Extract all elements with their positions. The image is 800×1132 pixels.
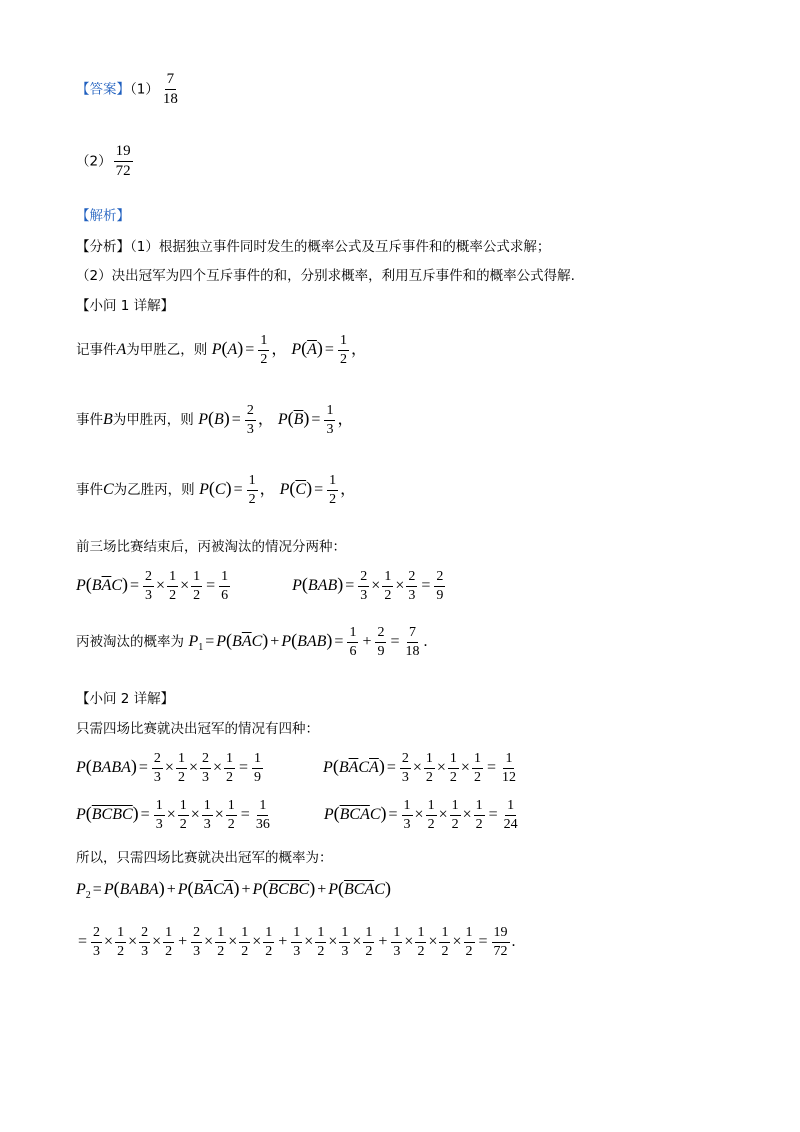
answer-line-2 [76,144,135,179]
q1-case-formulas [76,570,447,603]
fenxi-text-1: （1）根据独立事件同时发生的概率公式及互斥事件和的概率公式求解； [130,239,551,255]
answer-part2-label: （2） [76,153,112,170]
case-baba-formula: P(BABA) = $\frac{2}{3}$ × $\frac{1}{2}$ × $\frac{2}{3}$ × $\frac{1}{2}$ = $\frac{1}{9}$ [76,751,262,785]
q2-cases-text: 只需四场比赛就决出冠军的情况有四种： [76,721,319,737]
case-bac-formula: $P(B\overline{A}C)$ = $\frac{2}{3}$ × $\frac{1}{2}$ × $\frac{1}{2}$ = $\frac{1}{6}$ [76,569,229,603]
answer-part1-label: （1） [130,81,159,98]
fenxi-line-2: （2）决出冠军为四个互斥事件的和，分别求概率，利用互斥事件和的概率公式得解. [76,268,575,284]
q2-cases-row-2 [76,799,522,832]
answer-tag: 【答案】 [76,81,130,98]
event-a-line: 记事件A为甲胜乙，则 P(A) = $\frac{1}{2}$ ， $P(\overline{A})$ = $\frac{1}{2}$ ， [76,333,367,367]
event-b-line: 事件B为甲胜丙，则 P(B) = $\frac{2}{3}$ ， $P(\overline{B})$ = $\frac{1}{3}$ ， [76,403,354,437]
prob-c-formula: P(C) = $\frac{1}{2}$ ， $P(\overline{C})$ = $\frac{1}{2}$ ， [199,473,357,507]
answer-part2-fraction: $\frac{19}{72}$ [115,143,131,179]
p2-calculation: = $\frac{2}{3}$ × $\frac{1}{2}$ × $\frac{2}{3}$ × $\frac{1}{2}$ + $\frac{2}{3}$ × $\frac{1}{2}$ × $\frac{1}{2}$ × $\frac{1}{2}$ + $\frac{1}{3}$ × $\frac{1}{2}$ × $\frac{1}{3}$ × $\frac{1}{2}$ + $\frac{1}{3}$ × $\frac{1}{2}$ × $\frac{1}{2}$ × $\frac{1}{2}$ = $\frac{19}{72}$ . [78,925,516,959]
answer-part1-fraction: $\frac{7}{18}$ [162,71,178,107]
q2-heading: 【小问 2 详解】 [76,691,175,707]
q2-cases-row-1 [76,752,520,785]
case-bcbc-formula: P(BCBC) = $\frac{1}{3}$ × $\frac{1}{2}$ × $\frac{1}{3}$ × $\frac{1}{2}$ = $\frac{1}{36}$ [76,798,270,832]
event-c-line: 事件C为乙胜丙，则 P(C) = $\frac{1}{2}$ ， $P(\overline{C})$ = $\frac{1}{2}$ ， [76,473,357,507]
q1-cases-text: 前三场比赛结束后，丙被淘汰的情况分两种： [76,539,346,555]
case-bacaa-formula: $P(B\overline{A}C\overline{A})$ = $\frac{2}{3}$ × $\frac{1}{2}$ × $\frac{1}{2}$ × $\frac{1}{2}$ = $\frac{1}{12}$ [323,751,516,785]
p2-expression: $P_2$ = P(BABA) + $P(B\overline{A}C\overline{A})$ + P(BCBC) + $P(\overline{BC}\overline{A}C)$ [76,878,391,901]
fenxi-tag: 【分析】 [76,239,130,255]
answer-line-1 [76,72,182,107]
analysis-tag: 【解析】 [76,208,130,224]
case-bcac-formula: $P(\overline{BC}\overline{A}C)$ = $\frac{1}{3}$ × $\frac{1}{2}$ × $\frac{1}{2}$ × $\frac{1}{2}$ = $\frac{1}{24}$ [323,798,518,832]
prob-a-formula: P(A) = $\frac{1}{2}$ ， $P(\overline{A})$ = $\frac{1}{2}$ ， [211,333,367,367]
q2-conclusion-text: 所以，只需四场比赛就决出冠军的概率为： [76,850,333,866]
case-bab-formula: P(BAB) = $\frac{2}{3}$ × $\frac{1}{2}$ × $\frac{2}{3}$ = $\frac{2}{9}$ [292,569,444,603]
q1-result-line: 丙被淘汰的概率为 $P_1 = P(B\overline{A}C) + P(BAB)$ = $\frac{1}{6}$ + $\frac{2}{9}$ = $\frac{7}{18}$ . [76,625,428,659]
prob-b-formula: P(B) = $\frac{2}{3}$ ， $P(\overline{B})$ = $\frac{1}{3}$ ， [198,403,354,437]
fenxi-line-1 [76,237,550,257]
q1-heading: 【小问 1 详解】 [76,298,175,314]
p1-formula: $P_1 = P(B\overline{A}C) + P(BAB)$ = $\frac{1}{6}$ + $\frac{2}{9}$ = $\frac{7}{18}$ . [188,625,428,659]
